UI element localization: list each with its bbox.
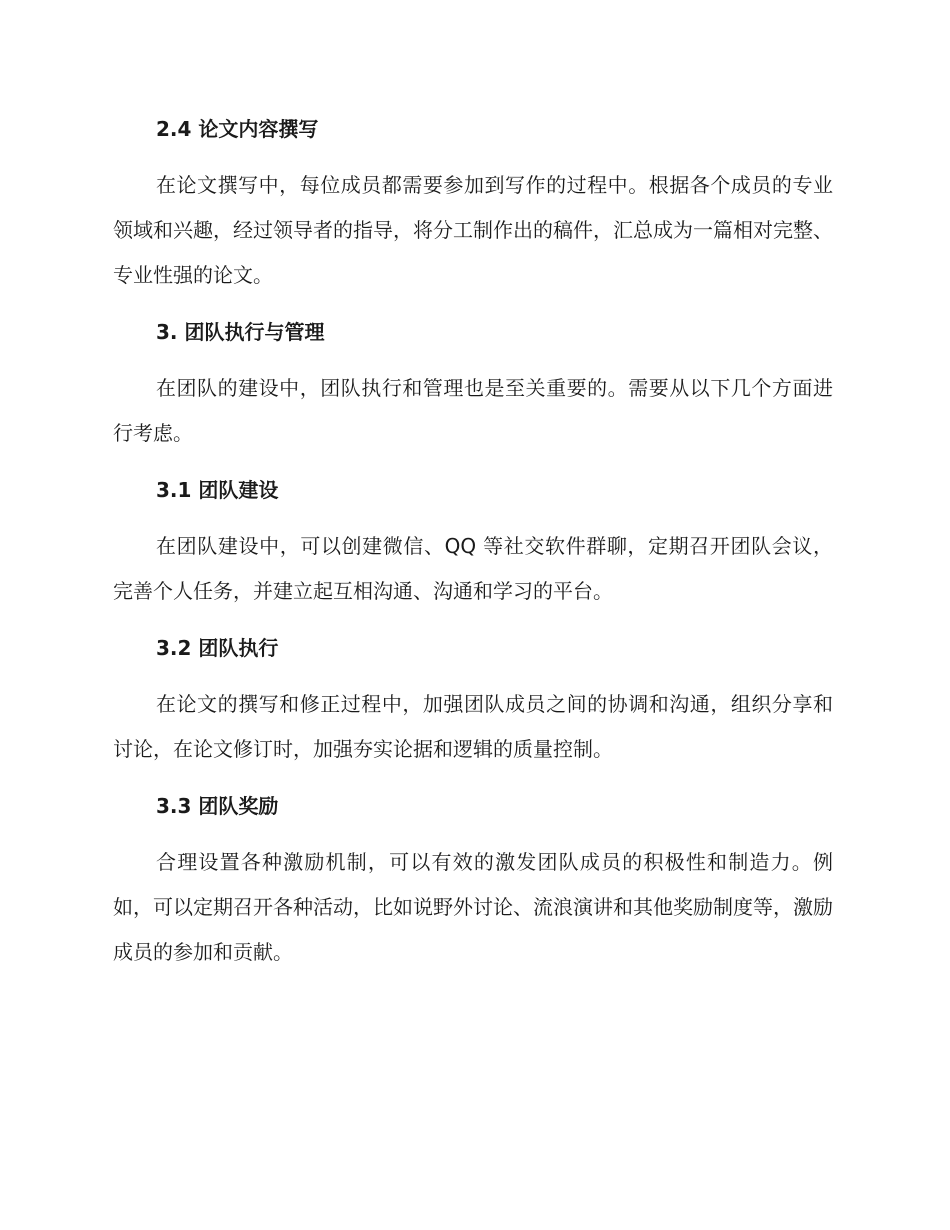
section-paragraph: 合理设置各种激励机制，可以有效的激发团队成员的积极性和制造力。例如，可以定期召开各种活动，比如说野外讨论、流浪演讲和其他奖励制度等，激励成员的参加和贡献。 [113, 850, 833, 964]
section-paragraph: 在论文撰写中，每位成员都需要参加到写作的过程中。根据各个成员的专业领域和兴趣，经过领导者的指导，将分工制作出的稿件，汇总成为一篇相对完整、专业性强的论文。 [113, 173, 833, 287]
section-heading: 3.2 团队执行 [156, 636, 279, 660]
section-heading: 3.1 团队建设 [156, 478, 279, 502]
section-3-2 [113, 631, 833, 772]
section-2-4 [113, 112, 833, 298]
section-heading: 3. 团队执行与管理 [156, 320, 325, 344]
section-heading: 2.4 论文内容撰写 [156, 117, 319, 141]
section-paragraph: 在团队建设中，可以创建微信、QQ 等社交软件群聊，定期召开团队会议，完善个人任务，并建立起互相沟通、沟通和学习的平台。 [113, 534, 833, 603]
section-paragraph: 在团队的建设中，团队执行和管理也是至关重要的。需要从以下几个方面进行考虑。 [113, 376, 833, 445]
section-heading: 3.3 团队奖励 [156, 794, 279, 818]
section-3 [113, 315, 833, 456]
document-body [113, 112, 833, 992]
section-paragraph: 在论文的撰写和修正过程中，加强团队成员之间的协调和沟通，组织分享和讨论，在论文修订时，加强夯实论据和逻辑的质量控制。 [113, 692, 833, 761]
section-3-1 [113, 473, 833, 614]
section-3-3 [113, 789, 833, 975]
